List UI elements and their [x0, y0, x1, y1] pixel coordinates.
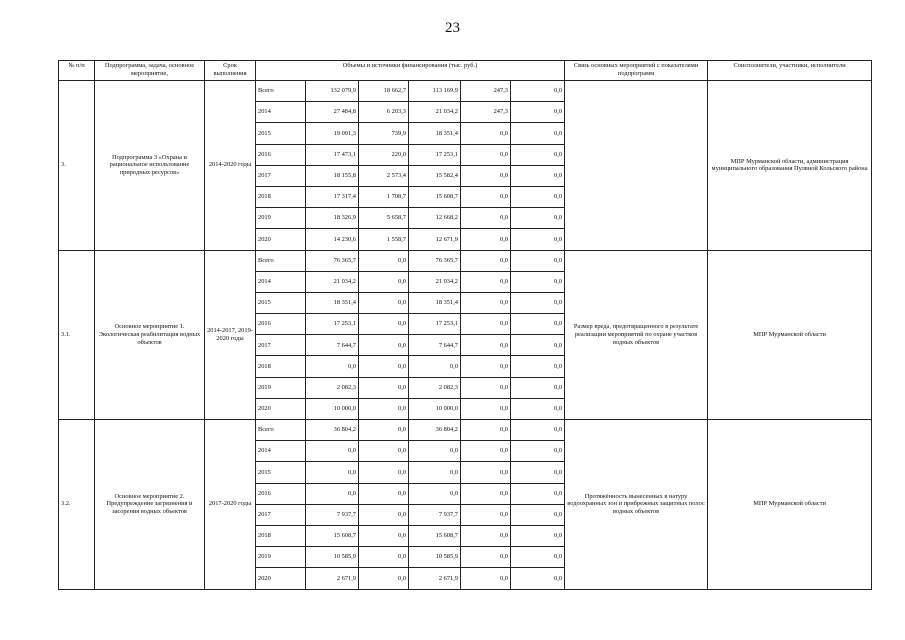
value-source-1: 0,0	[359, 398, 409, 419]
value-source-3: 0,0	[461, 186, 511, 207]
value-source-3: 0,0	[461, 314, 511, 335]
value-source-4: 0,0	[511, 250, 565, 271]
section-indicator-link	[565, 81, 708, 251]
value-source-2: 0,0	[409, 441, 461, 462]
header-link: Связь основных мероприятий с показателями подпрограмм	[565, 61, 708, 81]
section-partners: МПР Мурманской области	[708, 420, 872, 590]
value-source-4: 0,0	[511, 123, 565, 144]
value-source-4: 0,0	[511, 314, 565, 335]
value-source-1: 2 573,4	[359, 165, 409, 186]
value-source-1: 0,0	[359, 483, 409, 504]
value-source-1: 0,0	[359, 568, 409, 589]
value-source-2: 7 644,7	[409, 335, 461, 356]
table-row	[59, 250, 872, 271]
value-source-4: 0,0	[511, 102, 565, 123]
header-period: Срок выполнения	[205, 61, 256, 81]
value-total: 0,0	[306, 462, 359, 483]
year-cell: 2020	[256, 229, 306, 250]
value-source-2: 76 365,7	[409, 250, 461, 271]
year-cell: 2017	[256, 165, 306, 186]
value-source-1: 0,0	[359, 504, 409, 525]
header-partners: Соисполнители, участники, исполнители	[708, 61, 872, 81]
value-source-2: 0,0	[409, 356, 461, 377]
value-source-3: 247,3	[461, 81, 511, 102]
value-source-2: 21 034,2	[409, 102, 461, 123]
value-source-1: 739,9	[359, 123, 409, 144]
value-source-3: 0,0	[461, 208, 511, 229]
value-source-4: 0,0	[511, 229, 565, 250]
value-source-1: 0,0	[359, 314, 409, 335]
value-source-4: 0,0	[511, 356, 565, 377]
value-source-1: 0,0	[359, 271, 409, 292]
value-source-1: 0,0	[359, 335, 409, 356]
value-source-2: 15 608,7	[409, 525, 461, 546]
year-cell: 2017	[256, 335, 306, 356]
value-total: 10 585,9	[306, 547, 359, 568]
section-number: 3.2.	[59, 420, 95, 590]
year-cell: 2016	[256, 483, 306, 504]
table-row	[59, 420, 872, 441]
value-source-3: 247,3	[461, 102, 511, 123]
value-source-2: 2 671,9	[409, 568, 461, 589]
table-row	[59, 81, 872, 102]
value-source-1: 0,0	[359, 547, 409, 568]
value-source-2: 17 253,1	[409, 314, 461, 335]
value-source-3: 0,0	[461, 483, 511, 504]
value-source-2: 113 169,9	[409, 81, 461, 102]
value-source-1: 0,0	[359, 462, 409, 483]
year-cell: 2020	[256, 398, 306, 419]
value-source-3: 0,0	[461, 271, 511, 292]
year-cell: Всего	[256, 81, 306, 102]
year-cell: 2020	[256, 568, 306, 589]
value-source-2: 7 937,7	[409, 504, 461, 525]
value-source-3: 0,0	[461, 568, 511, 589]
section-name: Подпрограмма 3 «Охрана и рациональное использование природных ресурсов»	[95, 81, 205, 251]
year-cell: Всего	[256, 250, 306, 271]
value-source-1: 0,0	[359, 377, 409, 398]
value-source-3: 0,0	[461, 123, 511, 144]
value-total: 10 000,0	[306, 398, 359, 419]
value-total: 36 804,2	[306, 420, 359, 441]
header-row	[59, 61, 872, 81]
value-source-1: 1 558,7	[359, 229, 409, 250]
value-total: 17 317,4	[306, 186, 359, 207]
value-source-1: 0,0	[359, 250, 409, 271]
section-name: Основное мероприятие 1. Экологическая реабилитация водных объектов	[95, 250, 205, 420]
section-indicator-link: Размер вреда, предотвращенного в результате реализации мероприятий по охране участков водных объектов	[565, 250, 708, 420]
value-source-2: 10 000,0	[409, 398, 461, 419]
value-total: 0,0	[306, 483, 359, 504]
section-period: 2017-2020 годы	[205, 420, 256, 590]
section-indicator-link: Протяжённость вынесенных в натуру водоохранных зон и прибрежных защитных полос водных объектов	[565, 420, 708, 590]
value-source-4: 0,0	[511, 271, 565, 292]
value-total: 2 671,9	[306, 568, 359, 589]
value-source-4: 0,0	[511, 335, 565, 356]
value-source-2: 12 671,9	[409, 229, 461, 250]
section-period: 2014-2020 годы	[205, 81, 256, 251]
value-source-4: 0,0	[511, 462, 565, 483]
value-source-4: 0,0	[511, 420, 565, 441]
value-source-1: 1 708,7	[359, 186, 409, 207]
value-total: 7 644,7	[306, 335, 359, 356]
value-total: 0,0	[306, 356, 359, 377]
value-source-3: 0,0	[461, 144, 511, 165]
value-source-1: 0,0	[359, 441, 409, 462]
year-cell: 2018	[256, 525, 306, 546]
value-source-1: 0,0	[359, 356, 409, 377]
value-source-4: 0,0	[511, 377, 565, 398]
value-source-3: 0,0	[461, 420, 511, 441]
year-cell: Всего	[256, 420, 306, 441]
value-source-2: 15 608,7	[409, 186, 461, 207]
value-source-2: 15 582,4	[409, 165, 461, 186]
value-total: 14 230,6	[306, 229, 359, 250]
value-source-4: 0,0	[511, 547, 565, 568]
value-source-4: 0,0	[511, 186, 565, 207]
section-period: 2014-2017, 2019-2020 годы	[205, 250, 256, 420]
value-source-3: 0,0	[461, 504, 511, 525]
year-cell: 2015	[256, 123, 306, 144]
year-cell: 2016	[256, 144, 306, 165]
financing-table	[58, 60, 872, 590]
value-source-4: 0,0	[511, 144, 565, 165]
value-total: 27 484,8	[306, 102, 359, 123]
value-total: 19 091,3	[306, 123, 359, 144]
value-total: 17 253,1	[306, 314, 359, 335]
year-cell: 2014	[256, 271, 306, 292]
year-cell: 2019	[256, 208, 306, 229]
header-financing: Объемы и источники финансирования (тыс. руб.)	[256, 61, 565, 81]
value-source-3: 0,0	[461, 377, 511, 398]
value-source-1: 5 658,7	[359, 208, 409, 229]
value-source-1: 6 203,3	[359, 102, 409, 123]
value-source-3: 0,0	[461, 165, 511, 186]
value-source-4: 0,0	[511, 165, 565, 186]
value-total: 2 082,3	[306, 377, 359, 398]
value-source-3: 0,0	[461, 398, 511, 419]
value-total: 76 365,7	[306, 250, 359, 271]
year-cell: 2014	[256, 441, 306, 462]
value-source-2: 36 804,2	[409, 420, 461, 441]
value-total: 15 608,7	[306, 525, 359, 546]
year-cell: 2018	[256, 356, 306, 377]
value-total: 21 034,2	[306, 271, 359, 292]
value-total: 132 079,9	[306, 81, 359, 102]
value-source-1: 18 662,7	[359, 81, 409, 102]
value-source-4: 0,0	[511, 504, 565, 525]
value-source-4: 0,0	[511, 292, 565, 313]
value-source-3: 0,0	[461, 441, 511, 462]
section-partners: МПР Мурманской области, администрация муниципального образования Пулвной Кольского района	[708, 81, 872, 251]
value-source-2: 17 253,1	[409, 144, 461, 165]
page-number: 23	[445, 20, 460, 36]
value-source-3: 0,0	[461, 356, 511, 377]
value-total: 18 155,8	[306, 165, 359, 186]
year-cell: 2018	[256, 186, 306, 207]
value-source-4: 0,0	[511, 441, 565, 462]
value-source-2: 0,0	[409, 483, 461, 504]
section-number: 3.	[59, 81, 95, 251]
value-source-3: 0,0	[461, 462, 511, 483]
value-source-3: 0,0	[461, 292, 511, 313]
year-cell: 2015	[256, 462, 306, 483]
value-source-2: 10 585,9	[409, 547, 461, 568]
section-partners: МПР Мурманской области	[708, 250, 872, 420]
value-source-4: 0,0	[511, 81, 565, 102]
value-total: 0,0	[306, 441, 359, 462]
value-source-2: 12 668,2	[409, 208, 461, 229]
year-cell: 2014	[256, 102, 306, 123]
header-name: Подпрограмма, задача, основное мероприятие,	[95, 61, 205, 81]
header-num: № п/п	[59, 61, 95, 81]
value-source-1: 0,0	[359, 292, 409, 313]
year-cell: 2015	[256, 292, 306, 313]
value-source-2: 21 034,2	[409, 271, 461, 292]
value-source-4: 0,0	[511, 483, 565, 504]
value-source-4: 0,0	[511, 208, 565, 229]
year-cell: 2017	[256, 504, 306, 525]
table-body	[59, 81, 872, 590]
section-number: 3.1.	[59, 250, 95, 420]
value-total: 18 326,9	[306, 208, 359, 229]
value-source-1: 0,0	[359, 420, 409, 441]
section-name: Основное мероприятие 2. Предупреждение загрязнения и засорения водных объектов	[95, 420, 205, 590]
value-total: 7 937,7	[306, 504, 359, 525]
value-total: 17 473,1	[306, 144, 359, 165]
value-source-3: 0,0	[461, 525, 511, 546]
year-cell: 2016	[256, 314, 306, 335]
value-source-4: 0,0	[511, 398, 565, 419]
value-source-3: 0,0	[461, 229, 511, 250]
value-total: 18 351,4	[306, 292, 359, 313]
year-cell: 2019	[256, 547, 306, 568]
value-source-3: 0,0	[461, 335, 511, 356]
value-source-4: 0,0	[511, 525, 565, 546]
value-source-3: 0,0	[461, 547, 511, 568]
value-source-2: 18 351,4	[409, 292, 461, 313]
year-cell: 2019	[256, 377, 306, 398]
value-source-4: 0,0	[511, 568, 565, 589]
value-source-2: 18 351,4	[409, 123, 461, 144]
value-source-3: 0,0	[461, 250, 511, 271]
value-source-1: 0,0	[359, 525, 409, 546]
value-source-1: 220,0	[359, 144, 409, 165]
value-source-2: 2 082,3	[409, 377, 461, 398]
value-source-2: 0,0	[409, 462, 461, 483]
